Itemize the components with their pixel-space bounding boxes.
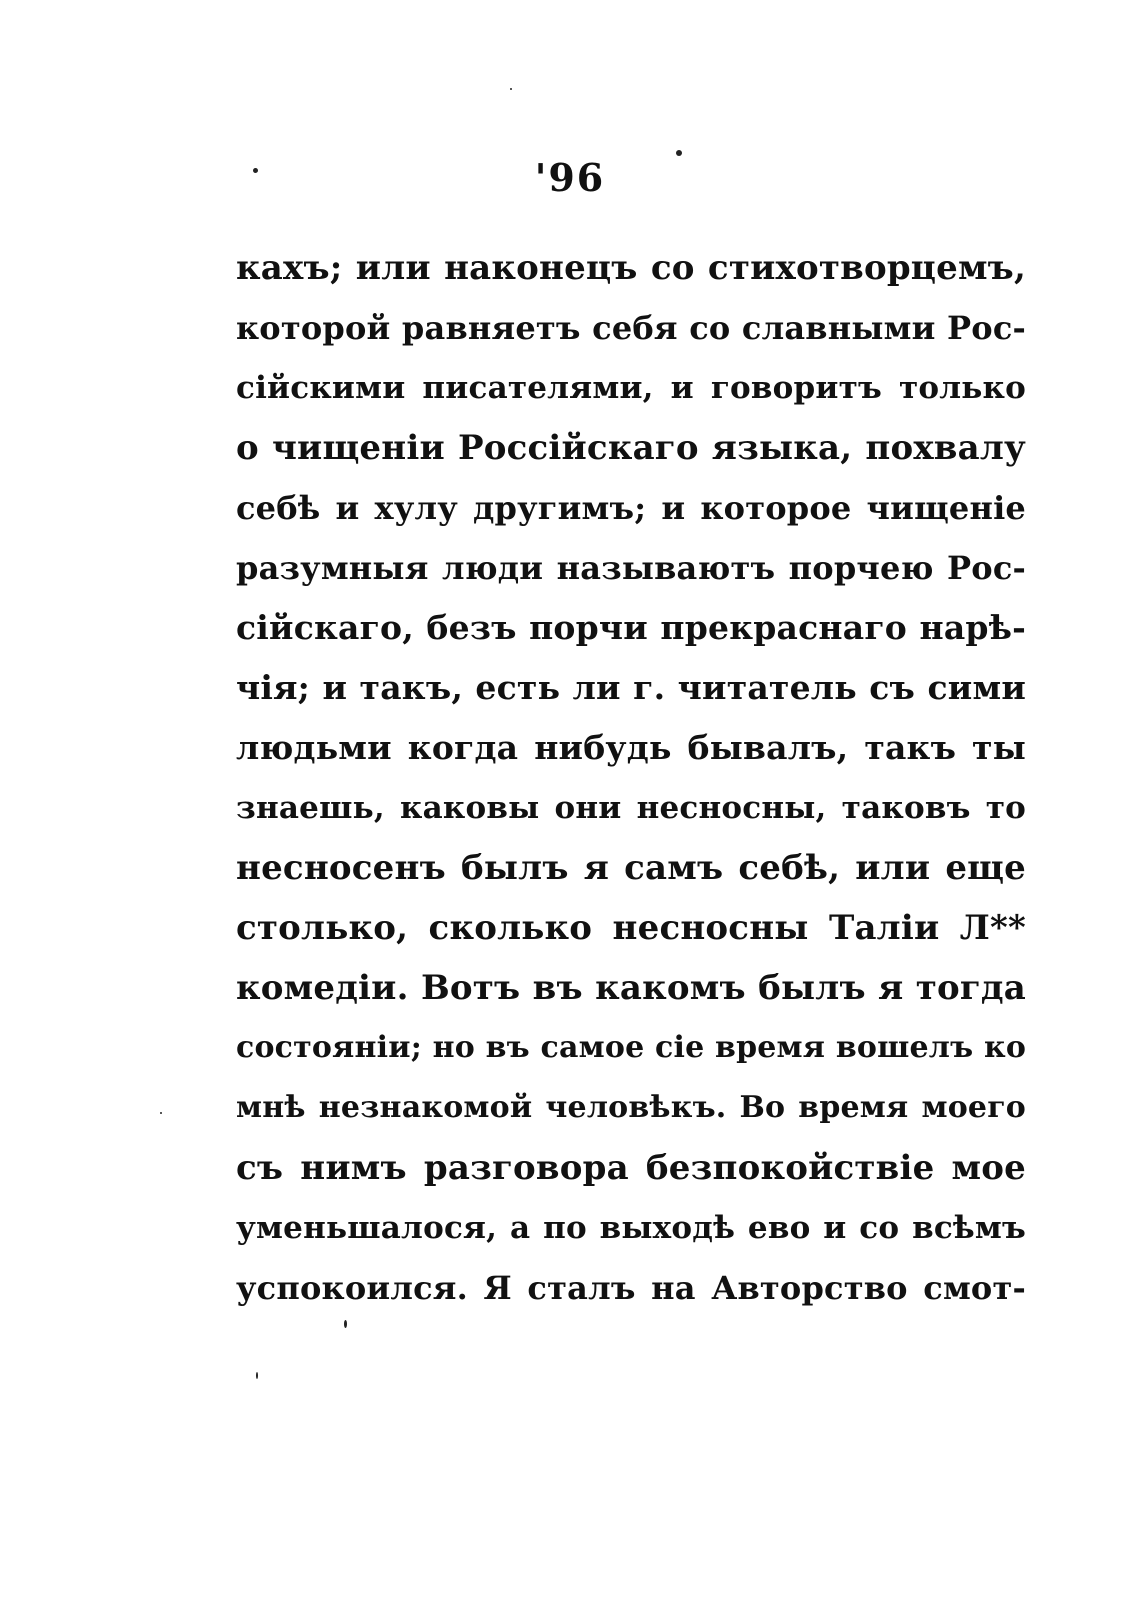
text-line: съ нимъ разговора безпокойствіе мое [236,1148,1026,1188]
scan-speck [253,168,258,173]
scan-speck [256,1372,258,1379]
text-line: о чищеніи Россійскаго языка, похвалу [236,428,1026,468]
text-line: комедіи. Вотъ въ какомъ былъ я тогда [236,968,1026,1008]
text-line: состояніи; но въ самое сіе время вошелъ ко [236,1030,1026,1065]
text-line: несносенъ былъ я самъ себѣ, или еще [236,848,1026,888]
text-line: знаешь, каковы они несносны, таковъ то [236,790,1026,826]
text-line: сійскими писателями, и говоритъ только [236,370,1026,406]
text-line: сійскаго, безъ порчи прекраснаго нарѣ- [236,608,1026,647]
text-line: мнѣ незнакомой человѣкъ. Во время моего [236,1090,1026,1125]
scan-speck [344,1320,347,1328]
scan-speck [510,88,512,90]
text-line: успокоился. Я сталъ на Авторство смот- [236,1269,1026,1307]
text-line: разумныя люди называютъ порчею Рос- [236,549,1026,587]
text-line: которой равняетъ себя со славными Рос- [236,309,1026,347]
page-number: '96 [534,155,606,200]
text-line: кахъ; или наконецъ со стихотворцемъ, [236,248,1026,288]
text-line: уменьшалося, а по выходѣ ево и со всѣмъ [236,1210,1026,1246]
text-line: столько, сколько несносны Таліи Л** [236,908,1026,948]
body-text [236,238,1026,1318]
scan-speck [160,1112,162,1114]
scan-speck [676,150,682,156]
text-line: чія; и такъ, есть ли г. читатель съ сими [236,668,1026,707]
text-line: людьми когда нибудь бывалъ, такъ ты [236,728,1026,767]
text-line: себѣ и хулу другимъ; и которое чищеніе [236,489,1026,527]
